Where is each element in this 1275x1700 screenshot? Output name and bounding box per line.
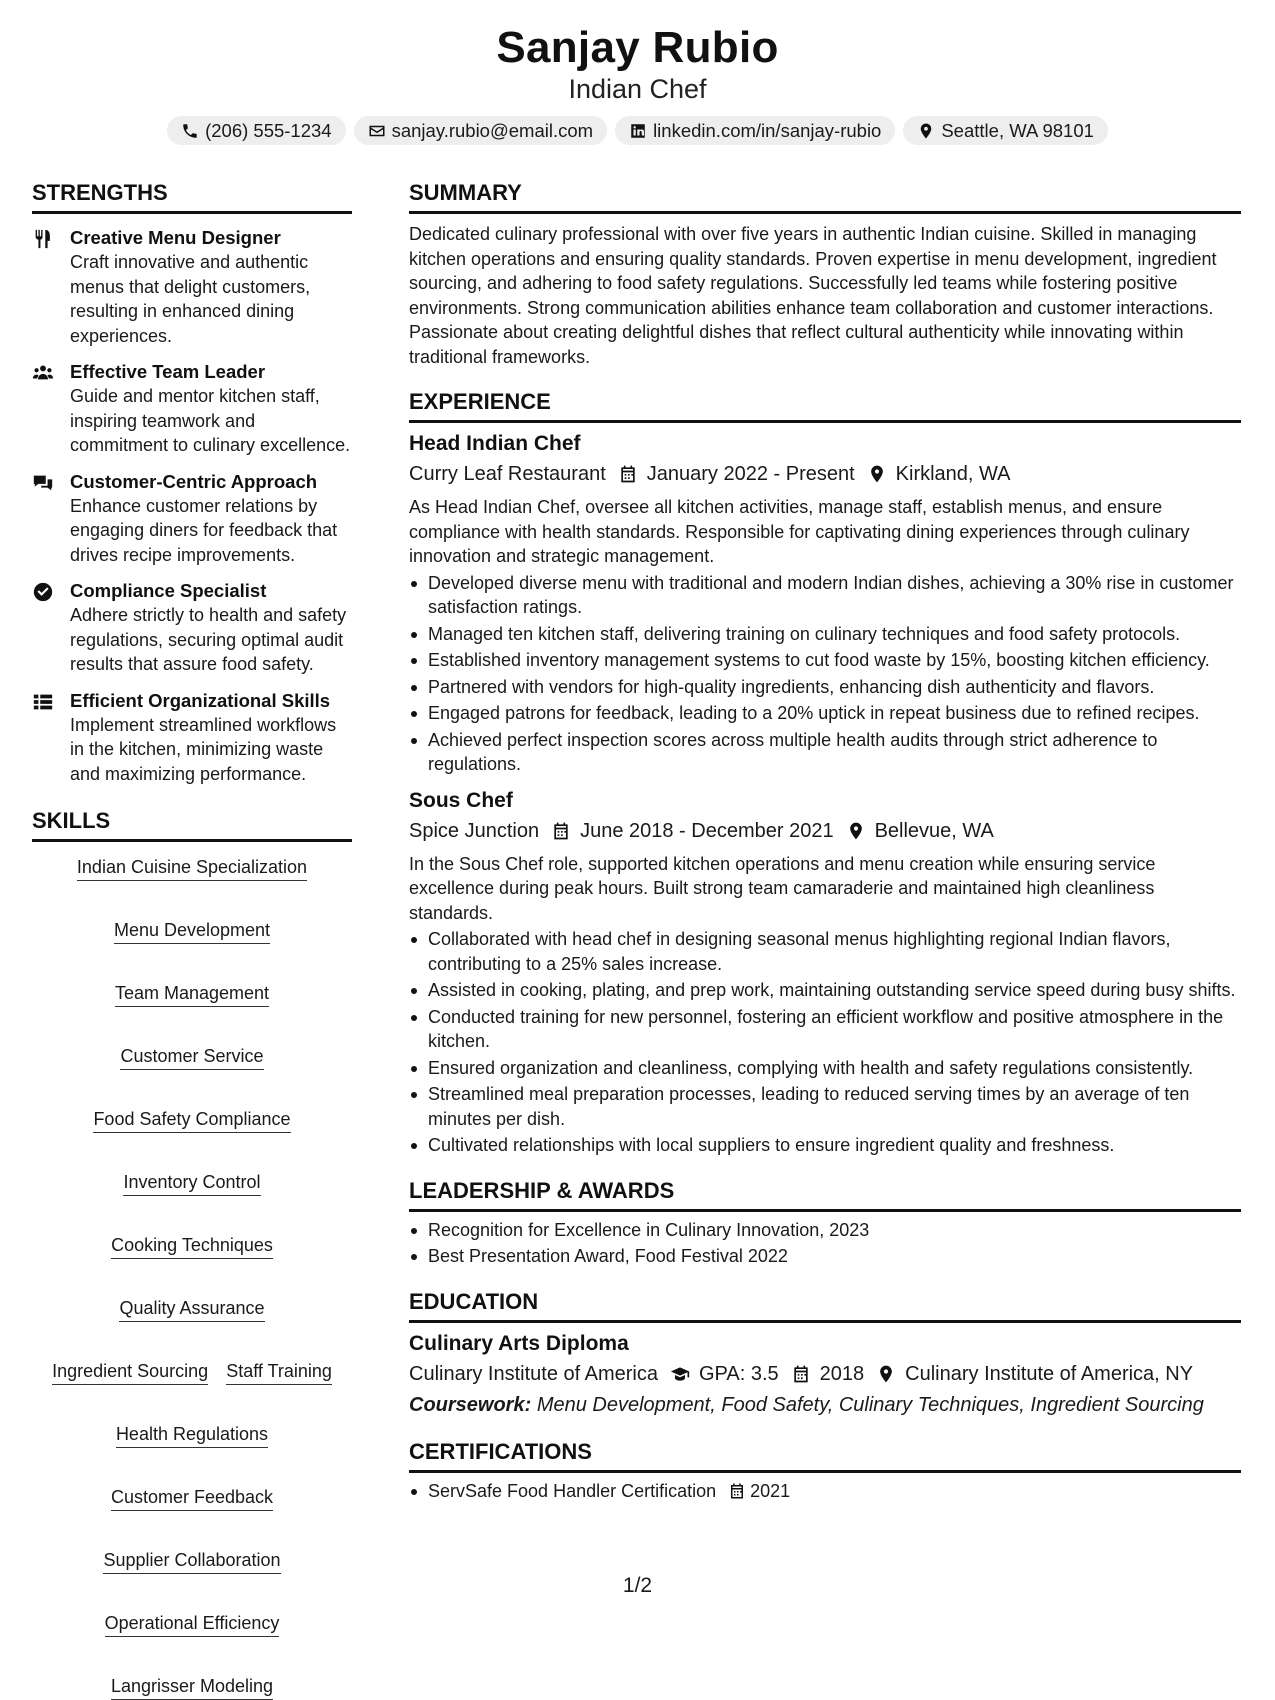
skill-tag: Indian Cuisine Specialization [77, 856, 307, 881]
coursework-text: Menu Development, Food Safety, Culinary Techniques, Ingredient Sourcing [536, 1393, 1204, 1416]
job-bullet: Developed diverse menu with traditional and modern Indian dishes, achieving a 30% rise in customer satisfaction ratings. [409, 571, 1241, 620]
certifications-list [409, 1479, 1241, 1504]
location-pin-icon [917, 122, 935, 140]
experience-heading: EXPERIENCE [409, 387, 1241, 423]
award-item: Recognition for Excellence in Culinary Innovation, 2023 [409, 1218, 1241, 1243]
email-text: sanjay.rubio@email.com [391, 119, 594, 141]
strength-desc: Adhere strictly to health and safety regulations, securing optimal audit results that assure food safety. [70, 605, 347, 674]
job-bullets [409, 927, 1241, 1158]
candidate-title: Indian Chef [568, 74, 707, 104]
job-company: Spice Junction [409, 819, 540, 842]
strength-desc: Guide and mentor kitchen staff, inspiring teamwork and commitment to culinary excellence. [70, 386, 351, 455]
candidate-name: Sanjay Rubio [496, 23, 779, 72]
job-dates: June 2018 - December 2021 [580, 819, 834, 842]
strength-item [32, 360, 352, 458]
job-bullet: Managed ten kitchen staff, delivering training on culinary techniques and food safety protocols. [409, 622, 1241, 647]
calendar-icon [728, 1482, 746, 1500]
skill-tag: Operational Efficiency [105, 1612, 280, 1637]
job-bullet: Engaged patrons for feedback, leading to a 20% uptick in repeat business due to refined recipes. [409, 701, 1241, 726]
education-degree: Culinary Arts Diploma [409, 1331, 629, 1355]
skill-tag: Food Safety Compliance [93, 1108, 290, 1133]
comments-icon [32, 470, 70, 568]
awards-heading: LEADERSHIP & AWARDS [409, 1176, 1241, 1212]
strength-desc: Enhance customer relations by engaging diners for feedback that drives recipe improvements. [70, 495, 338, 565]
job-title: Head Indian Chef [409, 432, 581, 455]
job-entry [409, 787, 1241, 1158]
job-bullet: Achieved perfect inspection scores across multiple health audits through strict adherence to regulations. [409, 728, 1241, 777]
contact-email[interactable] [354, 116, 607, 145]
certification-item [409, 1479, 1241, 1504]
summary-heading: SUMMARY [409, 178, 1241, 214]
skill-tag: Menu Development [114, 919, 270, 944]
job-bullet: Streamlined meal preparation processes, leading to reduced serving times by an average of ten minutes per dish. [409, 1082, 1241, 1131]
education-meta [409, 1359, 1241, 1389]
strength-title: Customer-Centric Approach [70, 470, 318, 492]
job-bullets [409, 571, 1241, 777]
job-company: Curry Leaf Restaurant [409, 463, 606, 485]
phone-text: (206) 555-1234 [205, 119, 332, 141]
strength-desc: Craft innovative and authentic menus that delight customers, resulting in enhanced dining experiences. [70, 252, 311, 346]
left-column [32, 178, 352, 1700]
strength-title: Effective Team Leader [70, 361, 266, 382]
education-heading: EDUCATION [409, 1287, 1241, 1323]
strength-desc: Implement streamlined workflows in the kitchen, minimizing waste and maximizing performance. [70, 714, 337, 784]
strength-item [32, 226, 352, 348]
check-circle-icon [32, 579, 70, 677]
resume-header [0, 22, 1275, 145]
skill-tag: Customer Feedback [111, 1486, 273, 1511]
calendar-icon [791, 1364, 811, 1384]
page-number: 1/2 [622, 1574, 653, 1597]
award-item: Best Presentation Award, Food Festival 2022 [409, 1244, 1241, 1269]
education-gpa: GPA: 3.5 [699, 1362, 779, 1385]
job-description: As Head Indian Chef, oversee all kitchen activities, manage staff, establish menus, and ensure compliance with health standards. Responsible for captivating dining experiences through culinary innovation and strategic management. [409, 497, 1190, 566]
job-bullet: Partnered with vendors for high-quality ingredients, enhancing dish authenticity and flavors. [409, 675, 1241, 700]
skill-tag: Quality Assurance [119, 1297, 264, 1322]
list-icon [32, 689, 70, 787]
strength-title: Efficient Organizational Skills [70, 689, 331, 711]
job-title: Sous Chef [409, 788, 513, 812]
job-bullet: Established inventory management systems to cut food waste by 15%, boosting kitchen efficiency. [409, 648, 1241, 673]
skill-tag: Team Management [115, 982, 269, 1007]
strength-item [32, 579, 352, 677]
linkedin-text: linkedin.com/in/sanjay-rubio [653, 119, 882, 141]
skill-tag: Staff Training [226, 1360, 332, 1385]
certifications-heading: CERTIFICATIONS [409, 1437, 1241, 1473]
job-bullet: Conducted training for new personnel, fostering an efficient workflow and positive atmosphere in the kitchen. [409, 1005, 1241, 1054]
job-bullet: Collaborated with head chef in designing seasonal menus highlighting regional Indian flavors, contributing to a 25% sales increase. [409, 927, 1241, 976]
strengths-heading: STRENGTHS [32, 178, 352, 214]
education-school: Culinary Institute of America [409, 1362, 658, 1385]
location-pin-icon [867, 464, 887, 484]
education-location: Culinary Institute of America, NY [905, 1362, 1194, 1385]
calendar-icon [618, 464, 638, 484]
skill-tag: Ingredient Sourcing [52, 1360, 208, 1385]
job-description: In the Sous Chef role, supported kitchen operations and menu creation while ensuring service excellence during peak hours. Built strong team camaraderie and maintained high cleanliness standards. [409, 853, 1156, 923]
awards-list [409, 1218, 1241, 1269]
strength-title: Compliance Specialist [70, 580, 267, 601]
utensils-icon [32, 226, 70, 348]
job-dates: January 2022 - Present [646, 463, 855, 485]
envelope-icon [368, 122, 386, 140]
users-icon [32, 360, 70, 458]
job-entry [409, 430, 1241, 777]
strength-title: Creative Menu Designer [70, 227, 281, 248]
skill-tag: Supplier Collaboration [103, 1549, 280, 1574]
skills-heading: SKILLS [32, 806, 352, 842]
graduation-cap-icon [670, 1364, 690, 1384]
certification-name: ServSafe Food Handler Certification [428, 1480, 717, 1501]
job-location: Kirkland, WA [895, 463, 1011, 485]
job-bullet: Cultivated relationships with local suppliers to ensure ingredient quality and freshness. [409, 1133, 1241, 1158]
strength-item [32, 470, 352, 568]
certification-year: 2021 [750, 1480, 791, 1501]
skill-tag: Inventory Control [123, 1171, 260, 1196]
job-meta [409, 816, 1241, 846]
job-location: Bellevue, WA [874, 819, 994, 842]
job-bullet: Assisted in cooking, plating, and prep work, maintaining outstanding service speed during busy shifts. [409, 978, 1241, 1003]
education-year: 2018 [819, 1362, 865, 1385]
linkedin-icon [629, 122, 647, 140]
phone-icon [181, 122, 199, 140]
contact-linkedin[interactable] [615, 116, 895, 145]
calendar-icon [551, 821, 571, 841]
job-meta [409, 459, 1241, 489]
skill-tag: Customer Service [120, 1045, 263, 1070]
skill-tag: Cooking Techniques [111, 1234, 273, 1259]
contact-bar [0, 116, 1275, 145]
skill-tag: Health Regulations [116, 1423, 268, 1448]
job-bullet: Ensured organization and cleanliness, complying with health and safety regulations consistently. [409, 1056, 1241, 1081]
strength-item [32, 689, 352, 787]
contact-phone[interactable] [167, 116, 346, 145]
location-text: Seattle, WA 98101 [941, 119, 1094, 141]
summary-text: Dedicated culinary professional with over five years in authentic Indian cuisine. Skilled in managing kitchen operations and ensuring quality standards. Proven expertise in menu development, ingredient sourcing, and adhering to food safety regulations. Successfully led teams while fostering positive environments. Strong communication abilities enhance team collaboration and customer interactions. Passionate about creating delightful dishes that reflect cultural authenticity while innovating within traditional frameworks. [409, 224, 1217, 367]
coursework-label: Coursework: [409, 1393, 532, 1416]
education-coursework [409, 1391, 1241, 1419]
location-pin-icon [876, 1364, 896, 1384]
right-column [409, 178, 1241, 1503]
skill-tag: Langrisser Modeling [111, 1675, 273, 1700]
contact-location[interactable] [903, 116, 1108, 145]
location-pin-icon [846, 821, 866, 841]
